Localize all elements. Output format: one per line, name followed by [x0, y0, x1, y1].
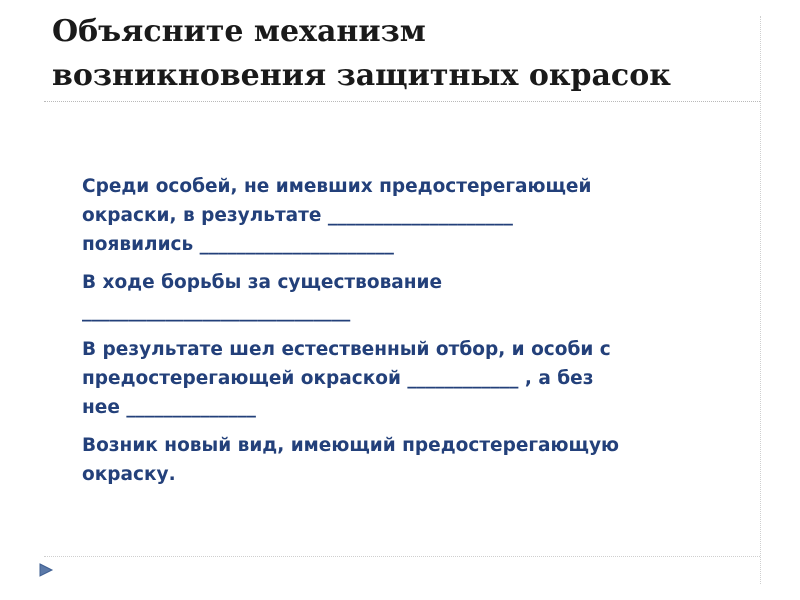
bullet-line: появились _____________________ [82, 234, 394, 255]
bullet-line: предостерегающей окраской ____________ , а без [82, 368, 594, 389]
title-line: Объясните механизм [52, 14, 426, 49]
bullet-item [52, 335, 732, 422]
triangle-nav-icon[interactable] [38, 563, 54, 577]
bullet-line: Среди особей, не имевших предостерегающей [82, 176, 592, 197]
bullet-list [52, 172, 732, 498]
title-divider [44, 101, 760, 102]
bullet-line: нее ______________ [82, 397, 256, 418]
bullet-item [52, 431, 732, 489]
bullet-line: В ходе борьбы за существование [82, 272, 443, 293]
bullet-line: Возник новый вид, имеющий предостерегающую [82, 435, 620, 456]
bullet-item [52, 172, 732, 259]
bullet-line: окраску. [82, 464, 176, 485]
bottom-divider [44, 556, 760, 557]
bullet-line: окраски, в результате ____________________ [82, 205, 513, 226]
bullet-item [52, 268, 732, 326]
bullet-line: _____________________________ [82, 301, 351, 322]
right-divider [760, 16, 761, 584]
title-line: возникновения защитных окрасок [52, 58, 671, 93]
slide-title [52, 10, 772, 98]
bullet-line: В результате шел естественный отбор, и особи с [82, 339, 611, 360]
